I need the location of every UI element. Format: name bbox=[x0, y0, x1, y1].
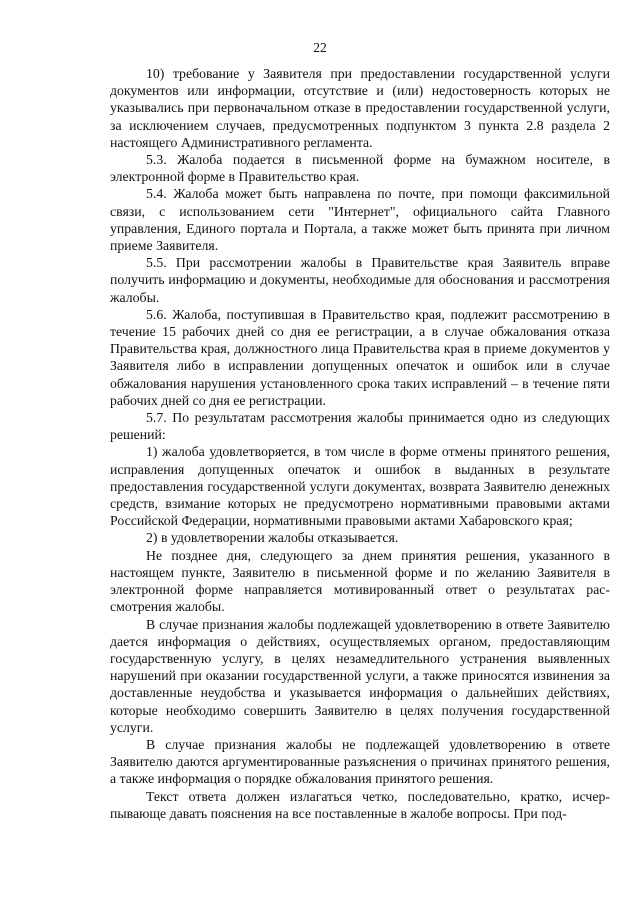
page-number: 22 bbox=[313, 40, 327, 55]
paragraph-complaint-rejected: В случае признания жалобы не подлежащей удовлетворению в ответе Заявителю даются аргументированные разъяснения о причинах принятого решения, а также информация о порядке обжалования принятого решения. bbox=[110, 736, 610, 787]
paragraph-5-6: 5.6. Жалоба, поступившая в Правительство края, подлежит рассмотрению в течение 15 рабочих дней со дня ее регистрации, а в случае обжалования отказа Правительства края, должностного лица Правительства края в приеме документов у Заявителя либо в исправлении допущенных опечаток и ошибок или в случае обжалования нарушения установленного срока таких исправлений – в течение пяти рабочих дней со дня ее регистрации. bbox=[110, 306, 610, 408]
paragraph-response-text: Текст ответа должен излагаться четко, последовательно, кратко, исчерпывающе давать пояснения на все поставленные в жалобе вопросы. При под- bbox=[110, 788, 610, 821]
paragraph-5-7: 5.7. По результатам рассмотрения жалобы принимается одно из следующих решений: bbox=[110, 410, 610, 443]
paragraph-response-deadline: Не позднее дня, следующего за днем принятия решения, указанного в настоящем пункте, Заявителю в письменной форме и по желанию Заявителя в электронной форме направляется мотивированный ответ о результатах рассмотрения жалобы. bbox=[110, 547, 610, 615]
paragraph-decision-2: 2) в удовлетворении жалобы отказывается. bbox=[146, 530, 399, 546]
paragraph-5-4: 5.4. Жалоба может быть направлена по почте, при помощи факсимильной связи, с использованием сети "Интернет", официального сайта Главного управления, Единого портала и Портала, а также может быть принята при личном приеме Заявителя. bbox=[110, 186, 610, 254]
paragraph-complaint-satisfied: В случае признания жалобы подлежащей удовлетворению в ответе Заявителю дается информация о действиях, осуществляемых органом, предоставляющим государственную услугу, в целях незамедлительного устранения выявленных нарушений при оказании государственной услуги, а также приносятся извинения за доставленные неудобства и указывается информация о дальнейших действиях, которые необходимо совершить Заявителю в целях получения государственной услуги. bbox=[110, 616, 610, 735]
paragraph-decision-1: 1) жалоба удовлетворяется, в том числе в форме отмены принятого решения, исправления допущенных опечаток и ошибок в выданных в результате предоставления государственной услуги документах, возврата Заявителю денежных средств, взимание которых не предусмотрено нормативными правовыми актами Российской Федерации, нормативными правовыми актами Хабаровского края; bbox=[110, 444, 610, 529]
paragraph-item-10: 10) требование у Заявителя при предоставлении государственной услуги документов или информации, отсутствие и (или) недостоверность которых не указывались при первоначальном отказе в предоставлении государственной услуги, за исключением случаев, предусмотренных подпунктом 3 пункта 2.8 раздела 2 настоящего Административного регламента. bbox=[110, 66, 610, 150]
document-body bbox=[110, 65, 610, 822]
paragraph-5-3: 5.3. Жалоба подается в письменной форме на бумажном носителе, в электронной форме в Правительство края. bbox=[110, 152, 610, 185]
paragraph-5-5: 5.5. При рассмотрении жалобы в Правительстве края Заявитель вправе получить информацию и документы, необходимые для обоснования и рассмотрения жалобы. bbox=[110, 255, 610, 305]
